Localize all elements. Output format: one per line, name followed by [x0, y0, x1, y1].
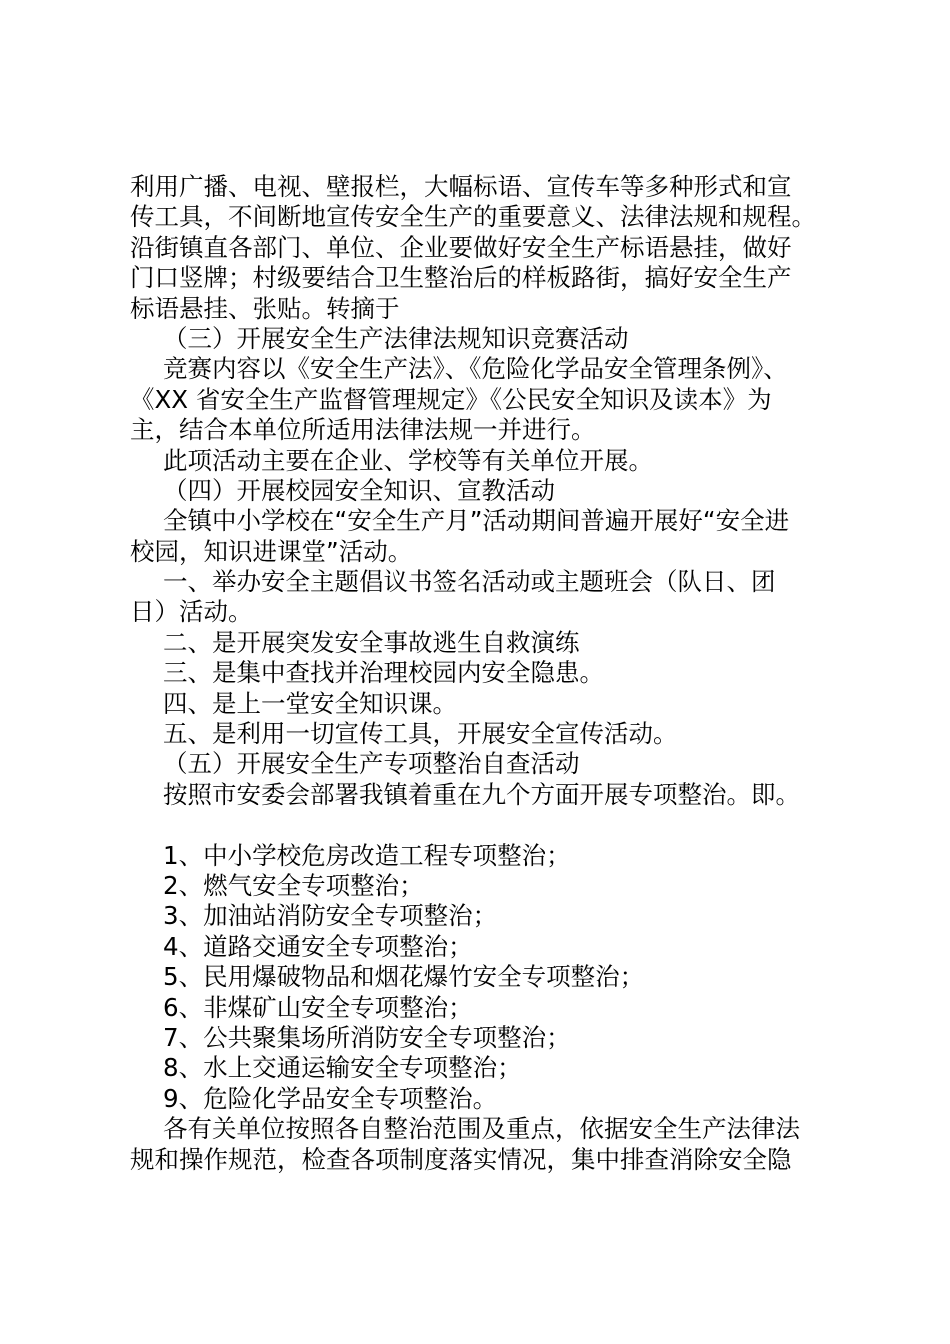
list-item: 一、举办安全主题倡议书签名活动或主题班会（队日、团	[163, 567, 776, 597]
list-item: 4、道路交通安全专项整治；	[163, 931, 473, 961]
paragraph-line: 沿街镇直各部门、单位、企业要做好安全生产标语悬挂，做好	[130, 232, 792, 262]
blank-line	[130, 810, 830, 840]
paragraph-line: 各有关单位按照各自整治范围及重点，依据安全生产法律法	[163, 1114, 800, 1144]
section-heading: （五）开展安全生产专项整治自查活动	[163, 749, 580, 779]
paragraph-line: 按照市安委会部署我镇着重在九个方面开展专项整治。即。	[163, 779, 800, 809]
list-item: 5、民用爆破物品和烟花爆竹安全专项整治；	[163, 962, 645, 992]
list-item: 四、是上一堂安全知识课。	[163, 688, 457, 718]
paragraph-line: 此项活动主要在企业、学校等有关单位开展。	[163, 445, 653, 475]
list-item: 8、水上交通运输安全专项整治；	[163, 1053, 522, 1083]
list-item: 五、是利用一切宣传工具，开展安全宣传活动。	[163, 719, 678, 749]
section-heading: （三）开展安全生产法律法规知识竞赛活动	[163, 323, 629, 353]
section-heading: （四）开展校园安全知识、宣教活动	[163, 475, 555, 505]
list-item: 二、是开展突发安全事故逃生自救演练	[163, 627, 580, 657]
list-item: 7、公共聚集场所消防安全专项整治；	[163, 1022, 571, 1052]
list-item: 1、中小学校危房改造工程专项整治；	[163, 840, 571, 870]
list-item: 3、加油站消防安全专项整治；	[163, 901, 498, 931]
list-item: 9、危险化学品安全专项整治。	[163, 1083, 498, 1113]
paragraph-line: 门口竖牌；村级要结合卫生整治后的样板路街，搞好安全生产	[130, 263, 792, 293]
paragraph-line: 全镇中小学校在“安全生产月”活动期间普遍开展好“安全进	[163, 506, 790, 536]
list-item: 6、非煤矿山安全专项整治；	[163, 992, 473, 1022]
list-item: 2、燃气安全专项整治；	[163, 870, 424, 900]
paragraph-line: 日）活动。	[130, 597, 253, 627]
paragraph-line: 标语悬挂、张贴。转摘于	[130, 293, 400, 323]
paragraph-line: 《XX 省安全生产监督管理规定》《公民安全知识及读本》为	[130, 384, 772, 414]
list-item: 三、是集中查找并治理校园内安全隐患。	[163, 658, 604, 688]
paragraph-line: 校园，知识进课堂”活动。	[130, 536, 413, 566]
paragraph-line: 规和操作规范，检查各项制度落实情况，集中排查消除安全隐	[130, 1144, 792, 1174]
paragraph-line: 竞赛内容以《安全生产法》、《危险化学品安全管理条例》、	[163, 354, 788, 384]
paragraph-line: 主，结合本单位所适用法律法规一并进行。	[130, 415, 596, 445]
paragraph-line: 利用广播、电视、壁报栏，大幅标语、宣传车等多种形式和宣	[130, 172, 792, 201]
document-body	[130, 172, 830, 1175]
paragraph-line: 传工具，不间断地宣传安全生产的重要意义、法律法规和规程。	[130, 202, 816, 232]
